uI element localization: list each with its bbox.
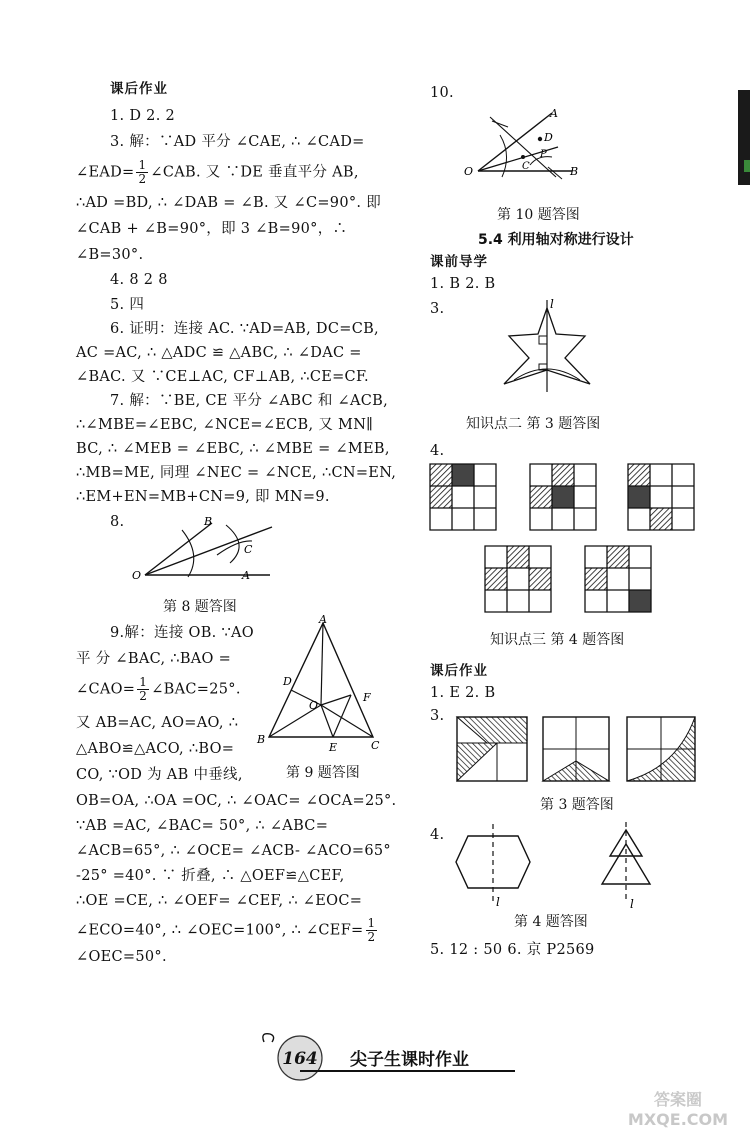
figure-8-caption: 第 8 题答图	[163, 599, 237, 615]
answer-line: ∠B=30°.	[76, 247, 144, 263]
line-text: ∠ECO=40°, ∴ ∠OEC=100°, ∴ ∠CEF=	[76, 922, 364, 939]
fig9-label-e: E	[329, 741, 338, 754]
figure-8-angle-bisector	[120, 505, 290, 590]
knowledge-3-caption: 知识点三 第 4 题答图	[490, 632, 625, 648]
fig9-label-o: O	[309, 699, 319, 712]
answer-line: 1. E 2. B	[430, 685, 496, 701]
answer-line: AC =AC, ∴ △ADC ≌ △ABC, ∴ ∠DAC =	[76, 345, 362, 361]
axis-label-l: l	[496, 895, 500, 909]
fig9-label-d: D	[283, 675, 292, 688]
fig8-label-c: C	[244, 543, 253, 556]
answer-line-with-fraction	[76, 159, 359, 186]
page-number-ornament	[258, 1030, 328, 1085]
fig10-label-o: O	[464, 165, 474, 178]
line-prefix: ∠CAO=	[76, 681, 136, 698]
answer-line: 3. 解：∵AD 平分 ∠CAE, ∴ ∠CAD=	[110, 134, 365, 150]
figure-10-caption: 第 10 题答图	[497, 207, 580, 223]
answer-line: 5. 四	[110, 297, 145, 313]
q9-line-with-fraction	[76, 917, 379, 944]
fig10-label-a: A	[550, 107, 558, 120]
answer-line: 3.	[430, 708, 445, 724]
figure-symmetric-squares	[455, 715, 700, 785]
figure-9-folded-triangle	[255, 615, 385, 755]
fraction-one-half: $\frac{1}{2}$	[138, 158, 147, 186]
line-suffix: ∠CAB. 又 ∵DE 垂直平分 AB,	[150, 164, 359, 181]
figure-symmetric-shapes	[450, 822, 660, 912]
q9-line: ∴OE =CE, ∴ ∠OEF= ∠CEF, ∴ ∠EOC=	[76, 893, 363, 909]
fraction-one-half: $\frac{1}{2}$	[367, 916, 376, 944]
fig9-label-a: A	[319, 613, 327, 626]
figure-4-caption: 第 4 题答图	[514, 914, 588, 930]
q9-line: -25° =40°. ∵ 折叠, ∴ △OEF≌△CEF,	[76, 868, 345, 884]
answer-line: 8.	[110, 514, 125, 530]
q9-line: 又 AB=AC, AO=AO, ∴	[76, 715, 239, 731]
page-number: 164	[282, 1049, 318, 1069]
q9-line: ∠ACB=65°, ∴ ∠OCE= ∠ACB- ∠ACO=65°	[76, 843, 391, 859]
answer-line: 1. D 2. 2	[110, 108, 176, 124]
q9-line: ∠OEC=50°.	[76, 949, 167, 965]
q9-line: 平 分 ∠BAC, ∴BAO =	[76, 651, 232, 667]
pre-study-header: 课前导学	[430, 254, 488, 270]
fig9-label-f: F	[363, 691, 371, 704]
footer-rule	[300, 1070, 515, 1072]
answer-line: 1. B 2. B	[430, 276, 496, 292]
axis-label-l: l	[550, 297, 554, 311]
fig8-label-b: B	[204, 515, 213, 528]
figure-3-caption: 第 3 题答图	[540, 797, 614, 813]
answer-line: 7. 解：∵BE, CE 平分 ∠ABC 和 ∠ACB,	[110, 393, 389, 409]
line-prefix: ∠EAD=	[76, 164, 135, 181]
figure-symmetric-star	[490, 296, 610, 396]
answer-line: 4.	[430, 443, 445, 459]
fig10-label-c: C	[522, 161, 530, 172]
q9-line: CO, ∵OD 为 AB 中垂线,	[76, 767, 243, 783]
post-homework-header: 课后作业	[430, 663, 488, 679]
answer-line: ∴∠MBE=∠EBC, ∠NCE=∠ECB, 又 MN∥	[76, 417, 374, 433]
left-homework-header: 课后作业	[110, 81, 168, 97]
fig10-label-p: P	[540, 149, 547, 160]
figure-grid-patterns	[425, 458, 705, 618]
fig10-label-b: B	[570, 165, 579, 178]
q9-line: ∵AB =AC, ∠BAC= 50°, ∴ ∠ABC=	[76, 818, 329, 834]
q10-number: 10.	[430, 85, 454, 101]
answer-line: 4.	[430, 827, 445, 843]
watermark-logo: 答案圈 MXQE.COM	[627, 1090, 729, 1129]
axis-label-l: l	[630, 897, 634, 911]
answer-line: ∴EM+EN=MB+CN=9, 即 MN=9.	[76, 489, 330, 505]
fig9-label-c: C	[371, 739, 380, 752]
q9-line-with-fraction	[76, 676, 241, 703]
q9-line: 9.解：连接 OB. ∵AO	[110, 625, 254, 641]
fig8-label-a: A	[242, 569, 250, 582]
answer-line: ∴MB=ME, 同理 ∠NEC = ∠NCE, ∴CN=EN,	[76, 465, 397, 481]
fig10-label-d: D	[544, 131, 553, 144]
answer-line: ∴AD =BD, ∴ ∠DAB = ∠B. 又 ∠C=90°. 即	[76, 195, 382, 211]
figure-9-caption: 第 9 题答图	[286, 765, 360, 781]
answer-line: 5. 12 : 50 6. 京 P2569	[430, 942, 595, 958]
line-suffix: ∠BAC=25°.	[151, 681, 241, 698]
fraction-one-half: $\frac{1}{2}$	[139, 675, 148, 703]
q9-line: OB=OA, ∴OA =OC, ∴ ∠OAC= ∠OCA=25°.	[76, 793, 397, 809]
answer-line: BC, ∴ ∠MEB = ∠EBC, ∴ ∠MBE = ∠MEB,	[76, 441, 390, 457]
answer-line: 6. 证明：连接 AC. ∵AD=AB, DC=CB,	[110, 321, 379, 337]
fig9-label-b: B	[257, 733, 266, 746]
fig8-label-o: O	[132, 569, 142, 582]
knowledge-2-caption: 知识点二 第 3 题答图	[466, 416, 601, 432]
figure-10-construction	[460, 105, 590, 190]
footer-title: 尖子生课时作业	[350, 1050, 469, 1070]
answer-line: ∠CAB + ∠B=90°，即 3 ∠B=90°，∴	[76, 221, 348, 237]
answer-line: 3.	[430, 301, 445, 317]
answer-line: 4. 8 2 8	[110, 272, 168, 288]
answer-line: ∠BAC. 又 ∵CE⊥AC, CF⊥AB, ∴CE=CF.	[76, 369, 369, 385]
edge-tab-accent	[744, 160, 750, 172]
section-title: 5.4 利用轴对称进行设计	[478, 232, 634, 248]
q9-line: △ABO≌△ACO, ∴BO=	[76, 741, 235, 757]
